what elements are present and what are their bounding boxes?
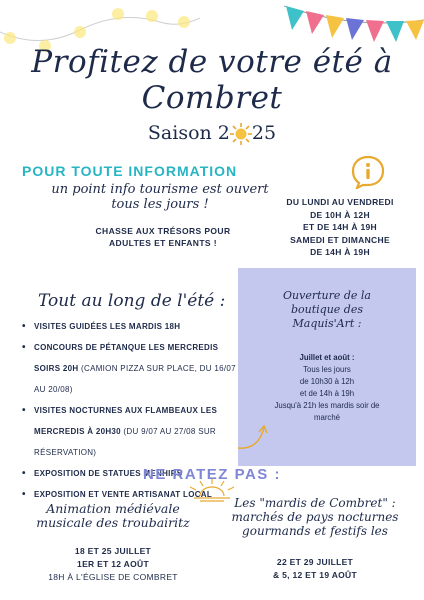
hours-line: DU LUNDI AU VENDREDI xyxy=(286,197,394,207)
season-prefix: Saison 2 xyxy=(147,122,230,144)
event-item: • VISITES NOCTURNES AUX FLAMBEAUX LES MERCREDIS À 20H30 (DU 9/07 AU 27/08 SUR RÉSERVATION) xyxy=(22,400,240,463)
treasure-hunt-text xyxy=(48,225,278,249)
event-item: • EXPOSITION ET VENTE ARTISANAT LOCAL xyxy=(22,484,240,505)
page-title-line2: Combret xyxy=(141,80,283,116)
boutique-line: Tous les jours xyxy=(303,365,351,374)
boutique-title xyxy=(238,289,416,331)
season-label xyxy=(0,122,424,145)
animation-dates xyxy=(20,545,206,584)
animation-title xyxy=(20,502,206,530)
boutique-hours xyxy=(244,352,410,424)
mardis-date: & 5, 12 ET 19 AOÛT xyxy=(273,570,357,580)
boutique-line: marché xyxy=(314,413,340,422)
animation-title-line: musicale des troubairitz xyxy=(36,515,190,530)
animation-date: 18 ET 25 JUILLET xyxy=(74,546,152,556)
opening-hours xyxy=(262,196,418,259)
treasure-line2: ADULTES ET ENFANTS ! xyxy=(109,238,217,248)
treasure-line1: CHASSE AUX TRÉSORS POUR xyxy=(95,226,231,236)
info-icon xyxy=(351,155,385,189)
hours-line: DE 10H À 12H xyxy=(310,209,370,220)
boutique-title-line: Maquis'Art : xyxy=(292,317,362,330)
dont-miss-heading: NE RATEZ PAS : xyxy=(143,466,281,483)
hours-line: SAMEDI ET DIMANCHE xyxy=(290,234,390,245)
boutique-title-line: boutique des xyxy=(290,303,363,316)
animation-title-line: Animation médiévale xyxy=(46,501,180,516)
summer-heading: Tout au long de l'été : xyxy=(38,291,226,311)
page-title-line1: Profitez de votre été à xyxy=(31,44,393,80)
boutique-line: et de 14h à 19h xyxy=(299,389,355,398)
mardis-date: 22 ET 29 JUILLET xyxy=(276,557,354,567)
boutique-line: de 10h30 à 12h xyxy=(299,377,355,386)
event-item: • CONCOURS DE PÉTANQUE LES MERCREDIS SOIRS 20H (CAMION PIZZA SUR PLACE, DU 16/07 AU 20/08) xyxy=(22,337,240,400)
event-item: • VISITES GUIDÉES LES MARDIS 18H xyxy=(22,316,240,337)
info-heading: POUR TOUTE INFORMATION xyxy=(22,163,238,179)
curved-arrow-icon xyxy=(236,420,272,452)
info-point-text: un point info tourisme est ouvert tous les jours ! xyxy=(51,182,269,212)
boutique-line: Jusqu'à 21h les mardis soir de xyxy=(274,401,380,410)
mardis-title-line: Les "mardis de Combret" : xyxy=(234,496,396,510)
mardis-title xyxy=(212,496,418,538)
season-suffix: 25 xyxy=(251,122,277,144)
event-item: • EXPOSITION DE STATUES MENHIRS xyxy=(22,463,240,484)
hours-line: DE 14H À 19H xyxy=(310,247,370,257)
mardis-title-line: marchés de pays nocturnes xyxy=(231,510,399,524)
boutique-title-line: Ouverture de la xyxy=(283,289,371,302)
mardis-title-line: gourmands et festifs les xyxy=(242,524,388,538)
animation-date: 1ER ET 12 AOÛT xyxy=(77,559,149,569)
hours-line: ET DE 14H À 19H xyxy=(303,222,377,232)
mardis-dates xyxy=(220,556,410,582)
animation-place: 18H À L'ÉGLISE DE COMBRET xyxy=(48,572,178,582)
boutique-period: Juillet et août : xyxy=(299,353,355,362)
sun-icon xyxy=(230,123,252,145)
